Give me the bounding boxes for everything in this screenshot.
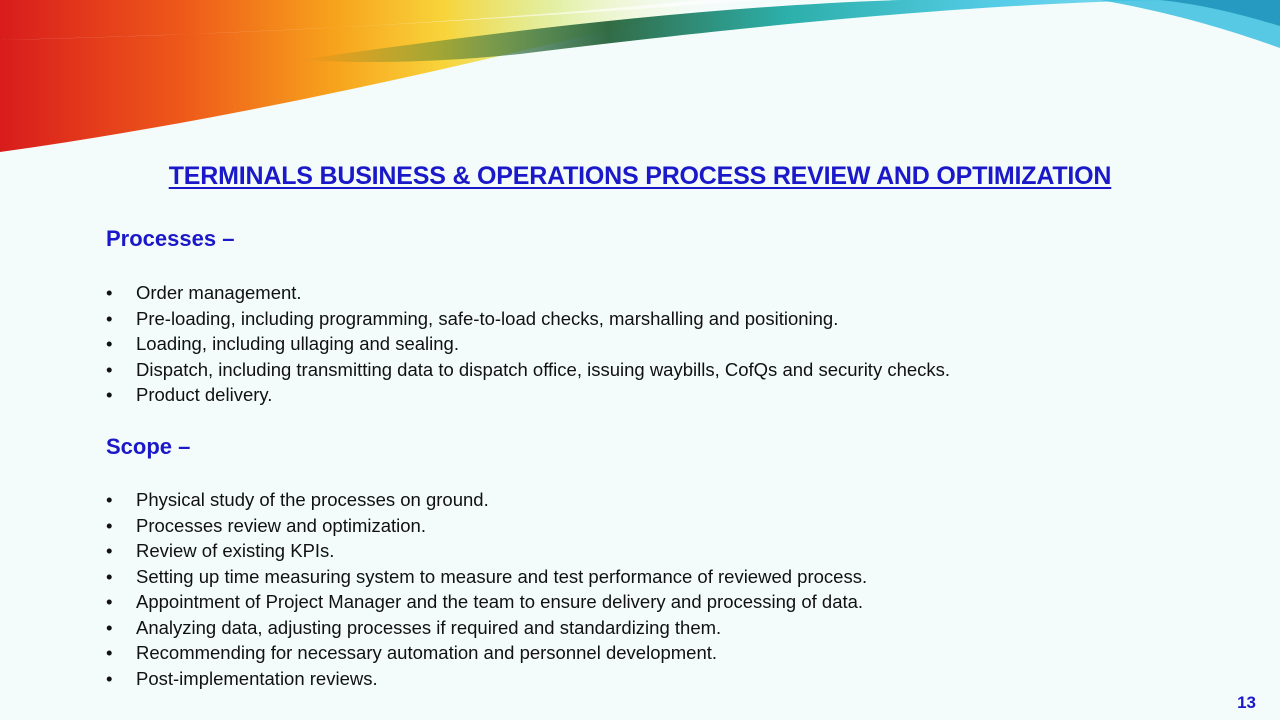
list-item: • Post-implementation reviews. xyxy=(106,666,867,692)
processes-heading: Processes – xyxy=(106,226,235,251)
processes-list xyxy=(106,280,950,408)
list-item: • Physical study of the processes on ground. xyxy=(106,487,867,513)
list-item: • Dispatch, including transmitting data to dispatch office, issuing waybills, CofQs and security checks. xyxy=(106,357,950,383)
list-item: • Loading, including ullaging and sealing. xyxy=(106,331,950,357)
list-item: • Processes review and optimization. xyxy=(106,513,867,539)
page-number: 13 xyxy=(1237,693,1256,712)
list-item: • Analyzing data, adjusting processes if required and standardizing them. xyxy=(106,615,867,641)
scope-heading: Scope – xyxy=(106,434,191,459)
scope-list xyxy=(106,487,867,691)
list-item: • Appointment of Project Manager and the team to ensure delivery and processing of data. xyxy=(106,589,867,615)
list-item: • Pre-loading, including programming, safe-to-load checks, marshalling and positioning. xyxy=(106,306,950,332)
list-item: • Review of existing KPIs. xyxy=(106,538,867,564)
slide-title: TERMINALS BUSINESS & OPERATIONS PROCESS REVIEW AND OPTIMIZATION xyxy=(168,162,1112,190)
list-item: • Setting up time measuring system to measure and test performance of reviewed process. xyxy=(106,564,867,590)
list-item: • Recommending for necessary automation and personnel development. xyxy=(106,640,867,666)
decorative-rainbow-swoosh xyxy=(0,0,1280,160)
list-item: • Product delivery. xyxy=(106,382,950,408)
list-item: • Order management. xyxy=(106,280,950,306)
